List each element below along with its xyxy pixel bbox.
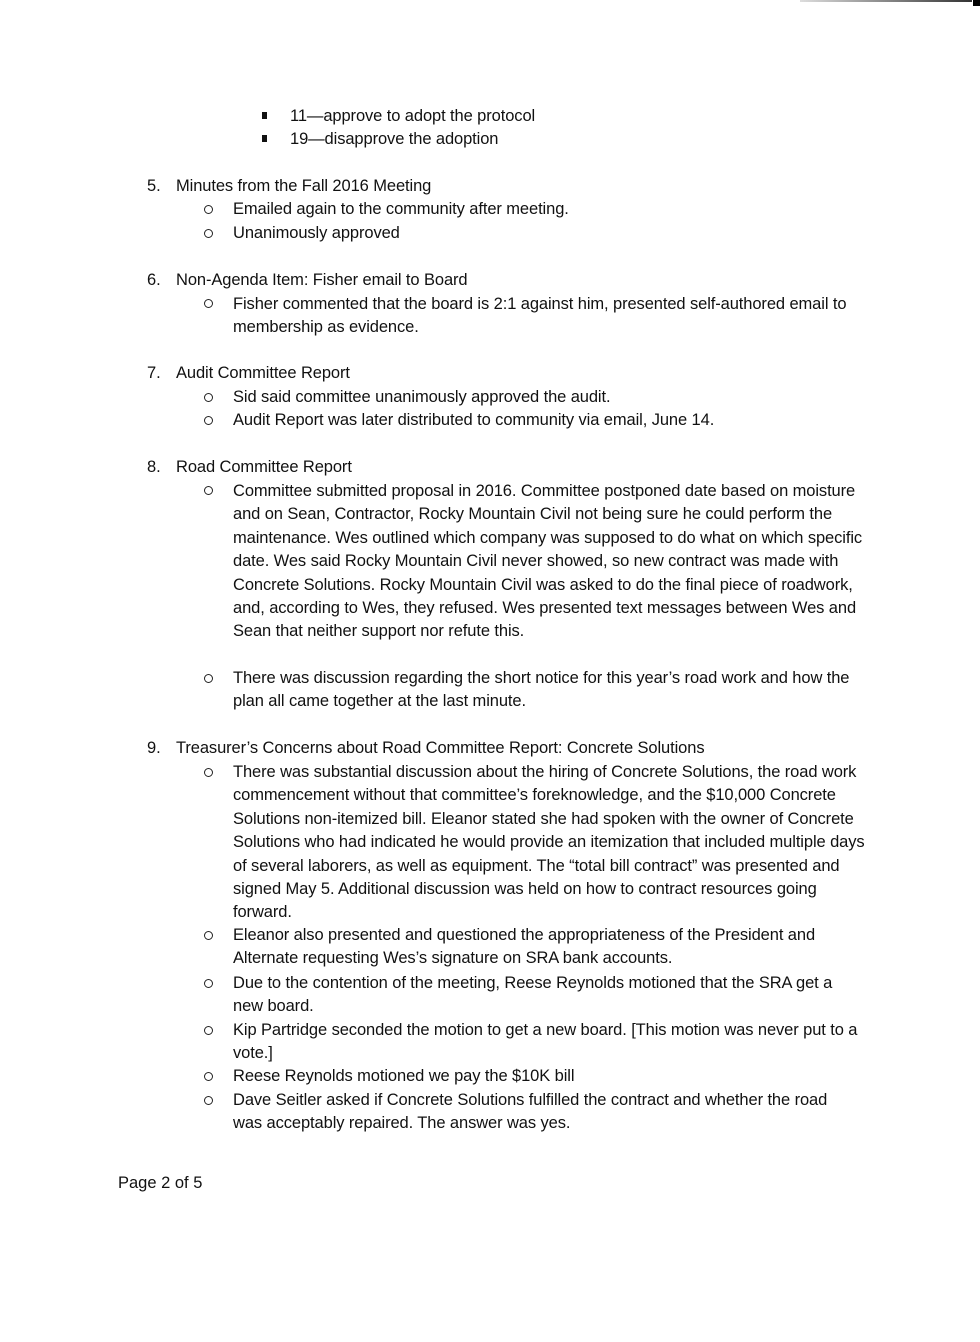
bullet-text: Emailed again to the community after meeting. <box>233 200 569 218</box>
sub-bullet-item: 19—disapprove the adoption <box>290 130 499 148</box>
item-title: Audit Committee Report <box>176 364 350 382</box>
bullet-text: There was discussion regarding the short notice for this year’s road work and how the plan all came together at the last minute. <box>233 669 850 711</box>
circle-bullet-icon <box>204 229 213 238</box>
item-number: 7. <box>147 364 161 382</box>
circle-bullet-icon <box>204 299 213 308</box>
square-bullet-icon <box>262 135 267 142</box>
circle-bullet-icon <box>204 416 213 425</box>
circle-bullet-icon <box>204 205 213 214</box>
bullet-text: Unanimously approved <box>233 224 400 242</box>
item-title: Minutes from the Fall 2016 Meeting <box>176 177 432 195</box>
page-footer: Page 2 of 5 <box>118 1174 203 1192</box>
bullet-text: Due to the contention of the meeting, Reese Reynolds motioned that the SRA get a new board. <box>233 974 833 1016</box>
circle-bullet-icon <box>204 674 213 683</box>
circle-bullet-icon <box>204 768 213 777</box>
bullet-text: Audit Report was later distributed to community via email, June 14. <box>233 411 715 429</box>
circle-bullet-icon <box>204 979 213 988</box>
item-title: Non-Agenda Item: Fisher email to Board <box>176 271 468 289</box>
item-title: Road Committee Report <box>176 458 352 476</box>
bullet-text: Reese Reynolds motioned we pay the $10K bill <box>233 1067 575 1085</box>
sub-bullet-item: 11—approve to adopt the protocol <box>290 107 536 125</box>
item-number: 6. <box>147 271 161 289</box>
circle-bullet-icon <box>204 486 213 495</box>
square-bullet-icon <box>262 112 267 119</box>
bullet-text: There was substantial discussion about the hiring of Concrete Solutions, the road work commencement without that committee’s foreknowledge, and the $10,000 Concrete Solutions non-itemized bill. Eleanor stated she had spoken with the owner of Concrete Solutions who had indicated he would provide an itemization that included multiple days of several laborers, as well as equipment. The “total bill contract” was presented and signed May 5. Additional discussion was held on how to contract resources going forward. <box>233 763 865 922</box>
circle-bullet-icon <box>204 1096 213 1105</box>
circle-bullet-icon <box>204 931 213 940</box>
bullet-text: Sid said committee unanimously approved the audit. <box>233 388 611 406</box>
circle-bullet-icon <box>204 393 213 402</box>
item-title: Treasurer’s Concerns about Road Committee Report: Concrete Solutions <box>176 739 705 757</box>
circle-bullet-icon <box>204 1026 213 1035</box>
item-number: 5. <box>147 177 161 195</box>
bullet-text: Fisher commented that the board is 2:1 against him, presented self-authored email to membership as evidence. <box>233 295 847 337</box>
item-number: 9. <box>147 739 161 757</box>
bullet-text: Dave Seitler asked if Concrete Solutions fulfilled the contract and whether the road was acceptably repaired. The answer was yes. <box>233 1091 828 1133</box>
item-number: 8. <box>147 458 161 476</box>
bullet-text: Kip Partridge seconded the motion to get a new board. [This motion was never put to a vote.] <box>233 1021 858 1063</box>
circle-bullet-icon <box>204 1072 213 1081</box>
bullet-text: Committee submitted proposal in 2016. Committee postponed date based on moisture and on Sean, Contractor, Rocky Mountain Civil not being sure he could perform the maintenance. Wes outlined which company was supposed to do what on which specific date. Wes said Rocky Mountain Civil never showed, so new contract was made with Concrete Solutions. Rocky Mountain Civil was asked to do the final piece of roadwork, and, according to Wes, they refused. Wes presented text messages between Wes and Sean that neither support nor refute this. <box>233 482 863 641</box>
bullet-text: Eleanor also presented and questioned the appropriateness of the President and Alternate requesting Wes’s signature on SRA bank accounts. <box>233 926 816 968</box>
